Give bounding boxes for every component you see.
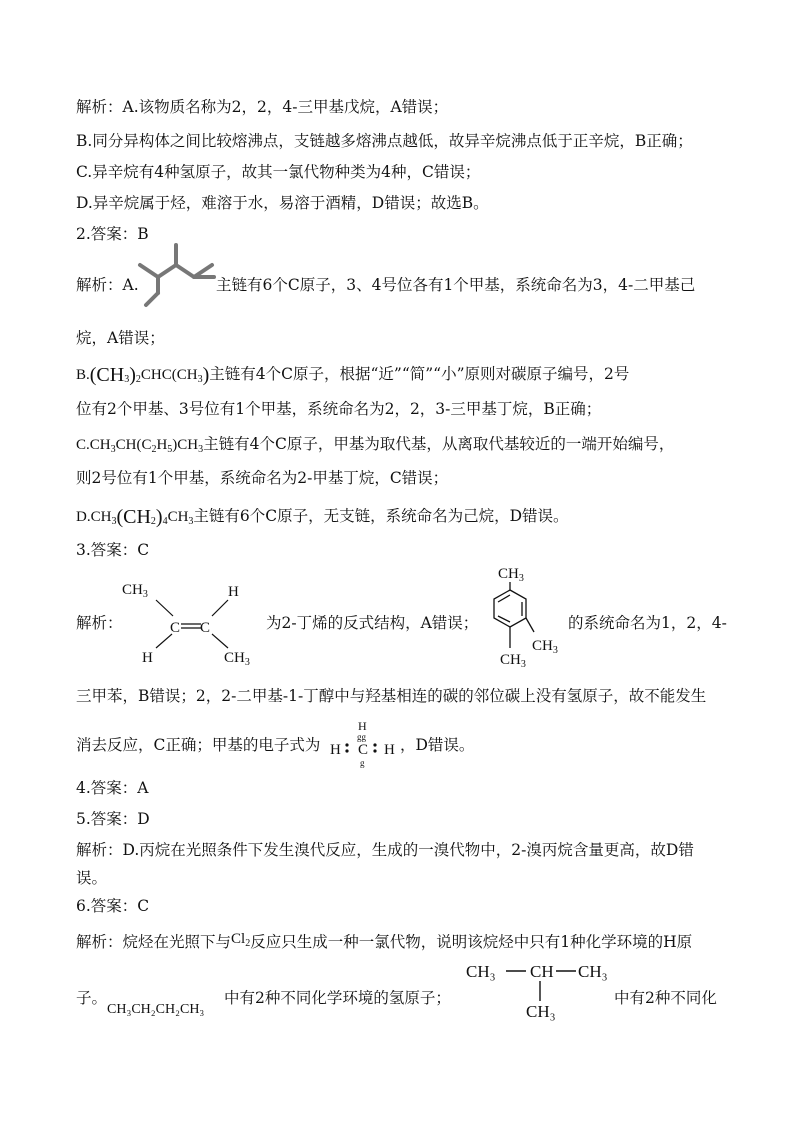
q5-answer: 5.答案：D [76, 810, 150, 828]
isobutane-ch3-left: CH₃ [466, 962, 496, 981]
butane-formula: CH₃CH₂CH₂CH₃ [107, 1002, 205, 1017]
q3-b-text: 的系统命名为1，2，4- [568, 614, 727, 632]
q1-line-4: D.异辛烷属于烃，难溶于水，易溶于酒精，D错误；故选B。 [76, 194, 489, 212]
q3-continued-1: 三甲苯，B错误；2，2-二甲基-1-丁醇中与羟基相连的碳的邻位碳上没有氢原子，故不能发生 [76, 687, 707, 705]
q2-d-line [76, 506, 569, 532]
q2-b-text: 主链有4个C原子，根据“近”“简”“小”原则对碳原子编号，2号 [209, 365, 630, 383]
q6-line-1-a: 解析：烷烃在光照下与 [76, 933, 232, 951]
isobutane-structure [466, 955, 616, 1027]
alkene-c-left: C [170, 620, 181, 636]
q2-b-continued: 位有2个甲基、3号位有1个甲基，系统命名为2，2，3-三甲基丁烷，B正确； [76, 400, 602, 418]
q1-line-1: 解析：A.该物质名称为2，2，4-三甲基戊烷，A错误； [76, 98, 449, 116]
q2-d-formula: $CH_3(CH_2)_4CH_3$ [90, 506, 194, 528]
trans-2-butene-structure [118, 576, 264, 672]
q2-answer: 2.答案：B [76, 225, 149, 243]
isobutane-ch3-bottom: CH₃ [526, 1002, 556, 1021]
ring-ch3-right: $CH_3$ [532, 638, 558, 656]
q2-c-line [76, 434, 674, 460]
methyl-dots-bottom: g [360, 758, 365, 768]
q1-line-2: B.同分异构体之间比较熔沸点，支链越多熔沸点越低，故异辛烷沸点低于正辛烷，B正确； [76, 132, 693, 150]
q2-c-text: 主链有4个C原子，甲基为取代基，从离取代基较近的一端开始编号， [203, 435, 675, 453]
alkene-h-top: H [228, 584, 239, 600]
1-2-4-trimethylbenzene-structure [484, 560, 570, 672]
isobutane-ch3-right: CH₃ [578, 962, 608, 981]
methyl-h-right: H [384, 742, 395, 758]
q3-prefix: 解析： [76, 614, 123, 632]
isobutane-ch: CH [530, 962, 554, 981]
methyl-h-top: H [358, 719, 367, 733]
q2-b-line [76, 364, 629, 390]
q3-continued-2-a: 消去反应，C正确；甲基的电子式为 [76, 736, 321, 754]
methyl-electron-dot-formula [328, 718, 404, 768]
methyl-dots-top: gg [357, 732, 366, 742]
q3-a-text: 为2-丁烯的反式结构，A错误； [266, 614, 479, 632]
alkene-ch3-bottom: $CH_3$ [224, 650, 250, 668]
q6-line-2-c: 中有2种不同化 [614, 989, 717, 1007]
q5-line-2: 误。 [76, 869, 108, 887]
q2-b-formula: $(CH_3)_2CHC(CH_3)$ [89, 364, 210, 386]
q3-continued-2-b: ，D错误。 [400, 736, 475, 754]
alkene-h-bottom: H [142, 650, 153, 666]
q6-line-1 [76, 929, 692, 954]
q6-answer: 6.答案：C [76, 897, 150, 915]
q2-a-prefix: 解析：A. [76, 276, 139, 294]
chlorine-formula: $Cl_2$ [231, 931, 251, 949]
q6-line-2-a: 子。 [76, 989, 108, 1007]
skeletal-formula-3-4-dimethylhexane [134, 241, 218, 311]
q1-line-3: C.异辛烷有4种氢原子，故其一氯代物种类为4种，C错误； [76, 163, 481, 181]
alkene-c-right: C [200, 620, 211, 636]
q6-line-2-b: 中有2种不同化学环境的氢原子； [224, 989, 451, 1007]
q5-line-1: 解析：D.丙烷在光照条件下发生溴代反应，生成的一溴代物中，2-溴丙烷含量更高，故D错 [76, 841, 694, 859]
q2-b-label: B. [76, 367, 90, 383]
alkene-ch3-top: $CH_3$ [122, 582, 148, 600]
q4-answer: 4.答案：A [76, 779, 149, 797]
methyl-h-left: H [330, 742, 341, 758]
q2-c-label: C. [76, 437, 90, 453]
q2-a-continued: 烷，A错误； [76, 329, 165, 347]
q2-d-text: 主链有6个C原子，无支链，系统命名为己烷，D错误。 [193, 507, 569, 525]
q3-answer: 3.答案：C [76, 541, 150, 559]
ring-ch3-bottom: $CH_3$ [500, 652, 526, 670]
q2-d-label: D. [76, 509, 91, 525]
q2-c-continued: 则2号位有1个甲基，系统命名为2-甲基丁烷，C错误； [76, 469, 449, 487]
methyl-c: C [358, 742, 369, 758]
ring-ch3-top: $CH_3$ [498, 566, 524, 584]
q2-a-text: 主链有6个C原子，3、4号位各有1个甲基，系统命名为3，4-二甲基己 [216, 276, 696, 294]
q6-line-1-b: 反应只生成一种一氯代物，说明该烷烃中只有1种化学环境的H原 [250, 933, 693, 951]
q2-c-formula: $CH_3CH(C_2H_5)CH_3$ [89, 437, 204, 455]
